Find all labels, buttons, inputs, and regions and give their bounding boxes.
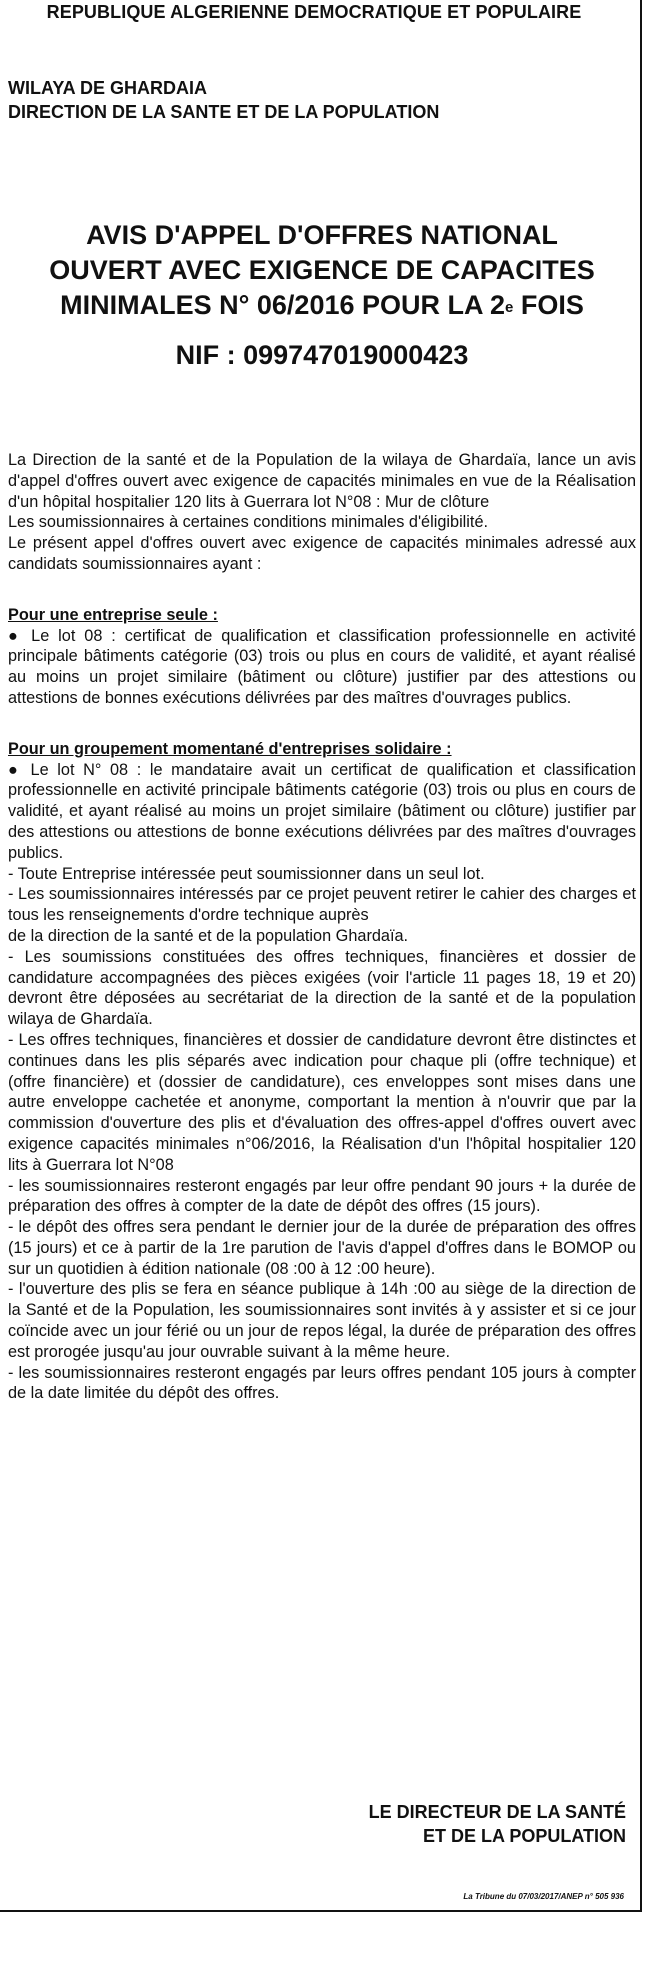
title-line-2: OUVERT AVEC EXIGENCE DE CAPACITES xyxy=(49,255,595,285)
section-text-joint-venture: ● Le lot N° 08 : le mandataire avait un certificat de qualification et classification professionnelle en activité principale bâtiments catégorie (03) trois ou plus en cours de validité, et ayant réalisé au moins un projet similaire (bâtiment ou clôture) justifier par des attestions ou attestions de bonne exécutions délivrées par des maîtres d'ouvrages publics. xyxy=(8,760,636,864)
condition-item: - le dépôt des offres sera pendant le dernier jour de la durée de préparation des offres (15 jours) et ce à partir de la 1re parution de l'avis d'appel d'offres dans le BOMOP ou sur un quotidien à édition nationale (08 :00 à 12 :00 heure). xyxy=(8,1218,636,1278)
title-line-3 xyxy=(8,288,636,323)
condition-item: de la direction de la santé et de la population Ghardaïa. xyxy=(8,926,409,945)
frame-right-border xyxy=(640,0,642,1912)
condition-item: - l'ouverture des plis se fera en séance publique à 14h :00 au siège de la direction de la Santé et de la Population, les soumissionnaires sont invités à y assister et si ce jour coïncide avec un jour férié ou un jour de repos légal, la durée de préparation des offres est prorogée jusqu'au jour ouvrable suivant à la même heure. xyxy=(8,1280,636,1361)
condition-item: - Les soumissionnaires intéressés par ce projet peuvent retirer le cahier des charges et tous les renseignements d'ordre technique auprès xyxy=(8,885,636,925)
condition-item: - Toute Entreprise intéressée peut soumissionner dans un seul lot. xyxy=(8,864,485,883)
condition-item: - Les soumissions constituées des offres techniques, financières et dossier de candidature accompagnées des pièces exigées (voir l'article 11 pages 18, 19 et 20) devront être déposées au secrétariat de la direction de la santé et de la population wilaya de Ghardaïa. xyxy=(8,947,636,1029)
signature-line-2: ET DE LA POPULATION xyxy=(422,1826,626,1846)
condition-item: - les soumissionnaires resteront engagés par leur offre pendant 90 jours + la durée de préparation des offres à compter de la date de dépôt des offres (15 jours). xyxy=(8,1176,636,1216)
condition-item: - les soumissionnaires resteront engagés par leurs offres pendant 105 jours à compter de la date limitée du dépôt des offres. xyxy=(8,1363,636,1403)
frame-bottom-border xyxy=(0,1910,642,1912)
title-line-3-prefix: MINIMALES N° 06/2016 POUR LA 2 xyxy=(60,290,506,320)
signature-line-1: LE DIRECTEUR DE LA SANTÉ xyxy=(368,1802,626,1822)
intro-paragraph-2: Les soumissionnaires à certaines conditions minimales d'éligibilité. xyxy=(8,513,489,532)
intro-paragraph-3: Le présent appel d'offres ouvert avec exigence de capacités minimales adressé aux candidats soumissionnaires ayant : xyxy=(8,534,636,573)
condition-item: - Les offres techniques, financières et dossier de candidature devront être distinctes et continues dans les plis séparés avec indication pour chaque pli (offre technique) et (offre financière) et (dossier de candidature), ces enveloppes sont mises dans une autre enveloppe cachetée et anonyme, comportant la mention à n'ouvrir que par la commission d'ouverture des plis et d'évaluation des offres-appel d'offres ouvert avec exigence capacités minimales n°06/2016, la Réalisation d'un l'hôpital hospitalier 120 lits à Guerrara lot N°08 xyxy=(8,1030,636,1174)
notice-title xyxy=(8,218,636,323)
section-heading-single-company: Pour une entreprise seule : xyxy=(8,605,218,624)
publication-source: La Tribune du 07/03/2017/ANEP n° 505 936 xyxy=(463,1892,624,1901)
intro-paragraph-1: La Direction de la santé et de la Population de la wilaya de Ghardaïa, lance un avis d'appel d'offres ouvert avec exigence de capacités minimales en vue de la Réalisation d'un hôpital hospitalier 120 lits à Guerrara lot N°08 : Mur de clôture xyxy=(8,451,636,511)
nif-number: NIF : 099747019000423 xyxy=(175,340,469,370)
wilaya-line: WILAYA DE GHARDAIA xyxy=(8,78,208,98)
section-heading-joint-venture: Pour un groupement momentané d'entreprises solidaire : xyxy=(8,739,452,758)
issuer-block xyxy=(8,76,439,124)
direction-line: DIRECTION DE LA SANTE ET DE LA POPULATION xyxy=(8,102,440,122)
title-line-3-superscript: e xyxy=(505,299,514,316)
signature-block xyxy=(369,1800,626,1848)
notice-body xyxy=(8,450,636,1404)
republic-heading: REPUBLIQUE ALGERIENNE DEMOCRATIQUE ET POPULAIRE xyxy=(46,2,582,22)
section-text-single-company: ● Le lot 08 : certificat de qualification et classification professionnelle en activité principale bâtiments catégorie (03) trois ou plus en cours de validité, et ayant réalisé au moins un projet similaire (bâtiment ou clôture) justifier par des attestions ou attestions de bonnes exécutions délivrées par des maîtres d'ouvrages publics. xyxy=(8,626,636,709)
title-line-3-suffix: FOIS xyxy=(513,290,584,320)
title-line-1: AVIS D'APPEL D'OFFRES NATIONAL xyxy=(86,220,558,250)
